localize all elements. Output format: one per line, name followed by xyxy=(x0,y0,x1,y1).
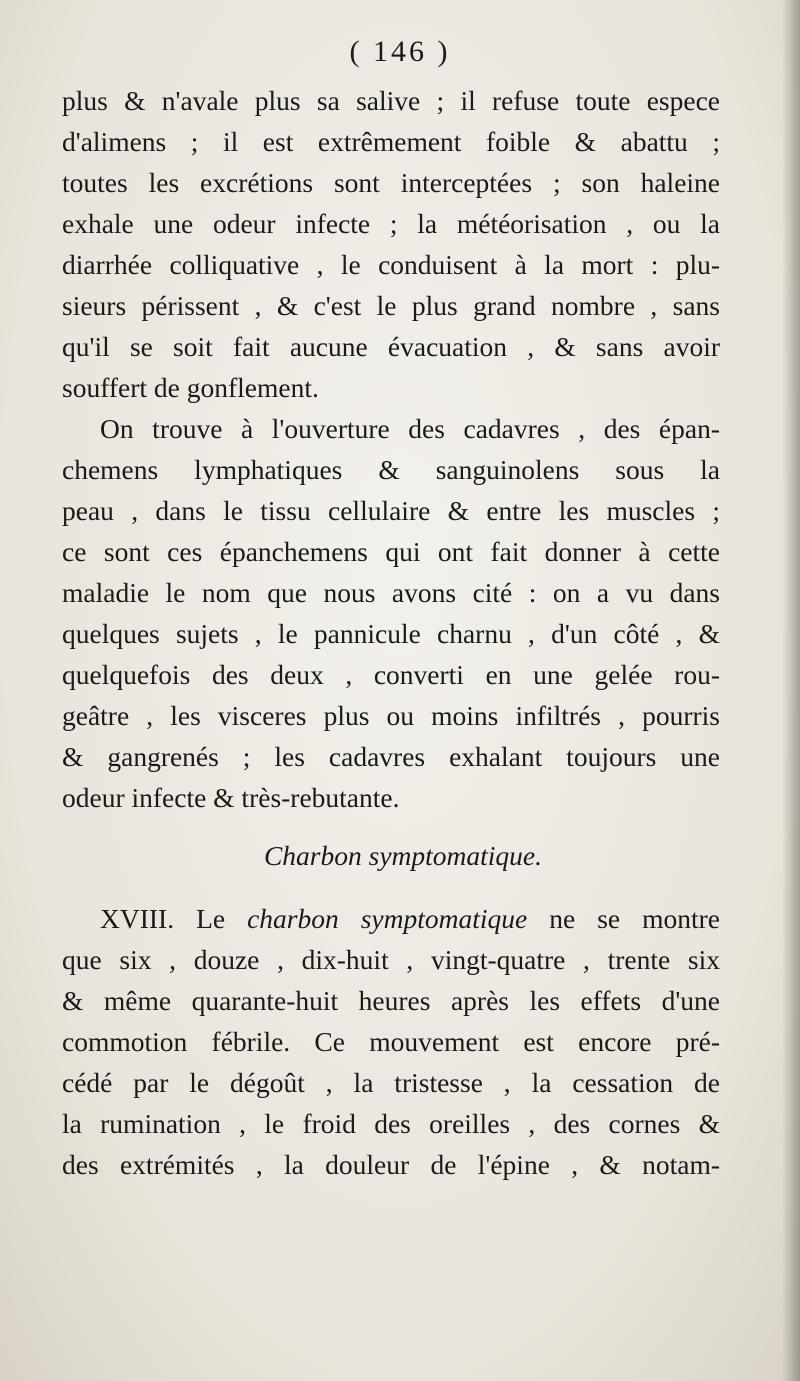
text-line: odeur infecte & très-rebutante. xyxy=(62,782,400,813)
text-line: sieurs périssent , & c'est le plus grand nombre , sans xyxy=(62,290,720,321)
text-line: la rumination , le froid des oreilles , des cornes & xyxy=(62,1108,720,1139)
text-line: des extrémités , la douleur de l'épine , & notam- xyxy=(62,1149,720,1180)
text-line: qu'il se soit fait aucune évacuation , & sans avoir xyxy=(62,331,720,362)
text-line: chemens lymphatiques & sanguinolens sous la xyxy=(62,454,720,485)
paragraph-3 xyxy=(62,898,720,1185)
section-number-lead: XVIII. Le xyxy=(100,903,226,934)
paragraph-1 xyxy=(62,80,720,408)
text-line: exhale une odeur infecte ; la météorisation , ou la xyxy=(62,208,720,239)
text-line: peau , dans le tissu cellulaire & entre les muscles ; xyxy=(62,495,720,526)
text-line: cédé par le dégoût , la tristesse , la cessation de xyxy=(62,1067,720,1098)
text-line: ce sont ces épanchemens qui ont fait donner à cette xyxy=(62,536,720,567)
text-line: quelques sujets , le pannicule charnu , d'un côté , & xyxy=(62,618,720,649)
text-line: maladie le nom que nous avons cité : on a vu dans xyxy=(62,577,720,608)
section-heading: Charbon symptomatique. xyxy=(263,840,543,871)
text-line: plus & n'avale plus sa salive ; il refuse toute espece xyxy=(62,85,720,116)
page-number: ( 146 ) xyxy=(349,35,451,68)
paragraph-2 xyxy=(62,408,720,818)
text-line: On trouve à l'ouverture des cadavres , des épan- xyxy=(100,413,720,444)
text-line: & même quarante-huit heures après les effets d'une xyxy=(62,985,720,1016)
text-line: d'alimens ; il est extrêmement foible & abattu ; xyxy=(62,126,720,157)
italic-term: charbon symptomatique xyxy=(247,903,528,934)
page-edge-shadow xyxy=(782,0,800,1381)
lead-rest: ne se montre xyxy=(549,903,721,934)
text-line: que six , douze , dix-huit , vingt-quatre , trente six xyxy=(62,944,720,975)
text-line: commotion fébrile. Ce mouvement est encore pré- xyxy=(62,1026,720,1057)
text-line: souffert de gonflement. xyxy=(62,372,319,403)
text-line: geâtre , les visceres plus ou moins infiltrés , pourris xyxy=(62,700,720,731)
text-line: & gangrenés ; les cadavres exhalant toujours une xyxy=(62,741,720,772)
text-line: diarrhée colliquative , le conduisent à la mort : plu- xyxy=(62,249,720,280)
text-line xyxy=(62,898,720,939)
text-line: quelquefois des deux , converti en une gelée rou- xyxy=(62,659,720,690)
text-line: toutes les excrétions sont interceptées ; son haleine xyxy=(62,167,720,198)
page-text xyxy=(62,30,720,1185)
